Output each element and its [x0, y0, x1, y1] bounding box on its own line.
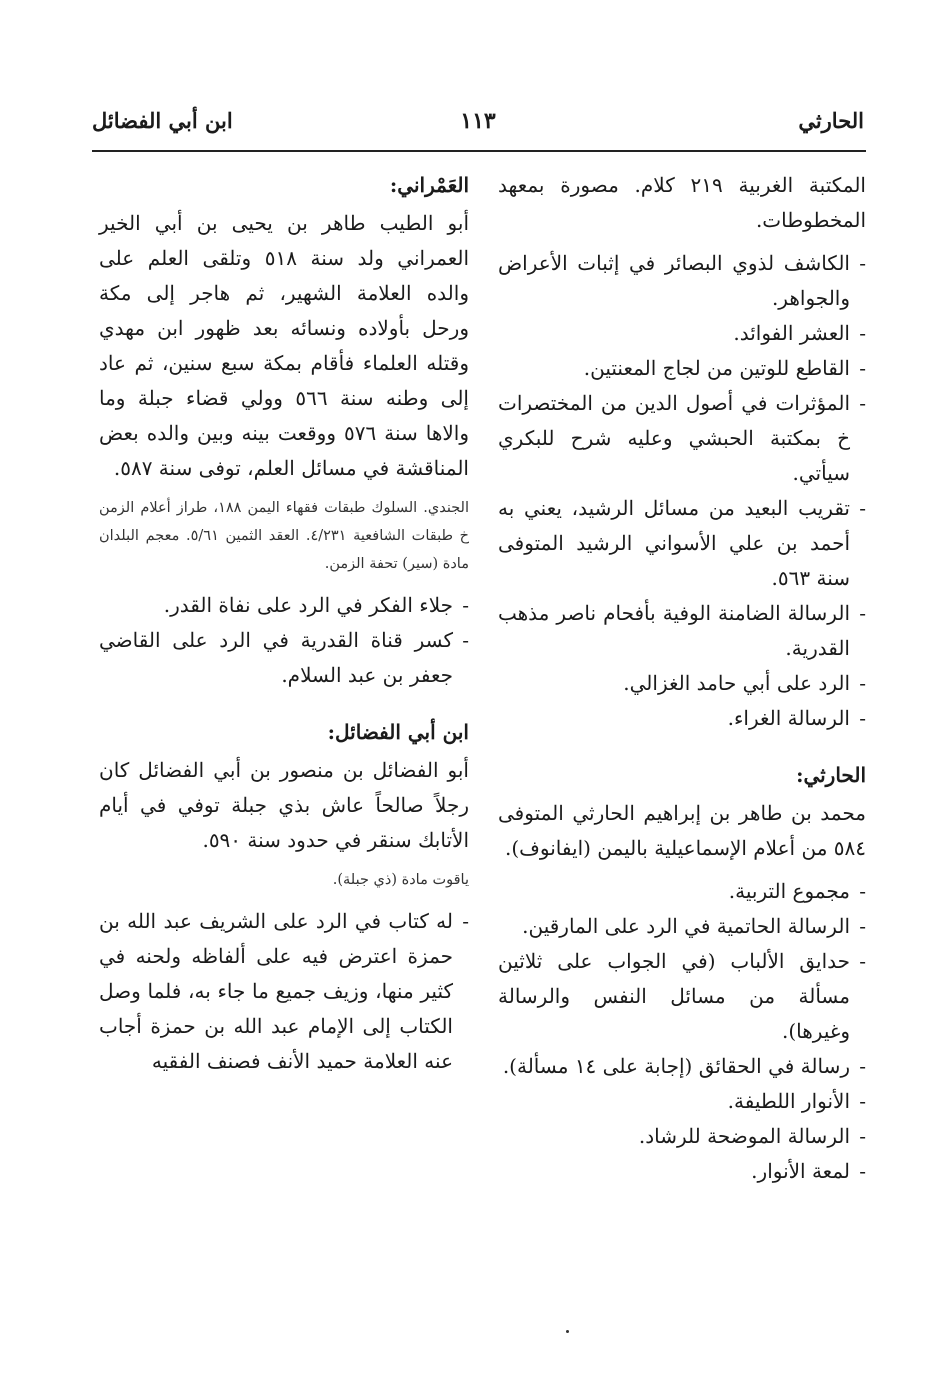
list-item: - القاطع للوتين من لجاج المعنتين.: [498, 351, 866, 386]
left-column: [99, 168, 469, 1087]
list-item: - الرسالة الموضحة للرشاد.: [498, 1119, 866, 1154]
list-item: - الأنوار اللطيفة.: [498, 1084, 866, 1119]
list-item: - العشر الفوائد.: [498, 316, 866, 351]
header-left-title: ابن أبي الفضائل: [92, 108, 233, 133]
list-item: - الرسالة الغراء.: [498, 701, 866, 736]
works-list-previous: [498, 246, 866, 736]
list-item: - له كتاب في الرد على الشريف عبد الله بن حمزة اعترض فيه على ألفاظه ولحنه في كثير منها، وزيف جميع ما جاء به، فلما وصل الكتاب إلى الإمام عبد الله بن حمزة أجاب عنه العلامة حميد الأنف فصنف الفقيه: [99, 904, 469, 1079]
list-item: - تقريب البعيد من مسائل الرشيد، يعني به أحمد بن علي الأسواني الرشيد المتوفى سنة ٥٦٣.: [498, 491, 866, 596]
list-item: - جلاء الفكر في الرد على نفاة القدر.: [99, 588, 469, 623]
scan-speck: [566, 1330, 569, 1333]
entry-heading-umrani: العَمْراني:: [389, 173, 469, 197]
list-item: - مجموع التربية.: [498, 874, 866, 909]
source-note-umrani: الجندي. السلوك طبقات فقهاء اليمن ١٨٨، طراز أعلام الزمن خ طبقات الشافعية ٤/٢٣١. العقد الثمين ٥/٦١. معجم البلدان مادة (سير) تحفة الزمن.: [99, 500, 470, 572]
works-list-fadail: [99, 904, 469, 1079]
header-right-title: الحارثي: [798, 108, 864, 133]
entry-bio-fadail: أبو الفضائل بن منصور بن أبي الفضائل كان رجلاً صالحاً عاش بذي جبلة توفي في أيام الأتابك سنقر في حدود سنة ٥٩٠.: [99, 758, 469, 852]
list-item: - لمعة الأنوار.: [498, 1154, 866, 1189]
list-item: - الرسالة الضامنة الوفية بأفحام ناصر مذهب القدرية.: [498, 596, 866, 666]
works-list-umrani: [99, 588, 469, 693]
works-list-harithi: [498, 874, 866, 1189]
continuation-text: المكتبة الغربية ٢١٩ كلام. مصورة بمعهد المخطوطات.: [498, 173, 866, 232]
list-item: - المؤثرات في أصول الدين من المختصرات خ بمكتبة الحبشي وعليه شرح للبكري سيأتي.: [498, 386, 866, 491]
list-item: - الرسالة الحاتمية في الرد على المارقين.: [498, 909, 866, 944]
entry-heading-fadail: ابن أبي الفضائل:: [327, 720, 469, 744]
list-item: - رسالة في الحقائق (إجابة على ١٤ مسألة).: [498, 1049, 866, 1084]
page-number: ١١٣: [460, 108, 496, 134]
entry-bio-harithi: محمد بن طاهر بن إبراهيم الحارثي المتوفى ٥٨٤ من أعلام الإسماعيلية باليمن (ايفانوف).: [498, 801, 866, 860]
entry-heading-harithi: الحارثي:: [796, 763, 866, 787]
entry-bio-umrani: أبو الطيب طاهر بن يحيى بن أبي الخير العمراني ولد سنة ٥١٨ وتلقى العلم على والده العلامة الشهير، ثم هاجر إلى مكة ورحل بأولاده ونسائه بعد ظهور ابن مهدي وقتله العلماء فأقام بمكة سبع سنين، ثم عاد إلى وطنه سنة ٥٦٦ وولي قضاء جبلة وما والاها سنة ٥٧٦ ووقعت بينه وبين والده بعض المناقشة في مسائل العلم، توفى سنة ٥٨٧.: [99, 211, 470, 480]
source-note-fadail: ياقوت مادة (ذي جبلة).: [332, 872, 469, 888]
list-item: - حدايق الألباب (في الجواب على ثلاثين مسألة من مسائل النفس والرسالة وغيرها).: [498, 944, 866, 1049]
list-item: - الرد على أبي حامد الغزالي.: [498, 666, 866, 701]
list-item: - الكاشف لذوي البصائر في إثبات الأعراض والجواهر.: [498, 246, 866, 316]
list-item: - كسر قناة القدرية في الرد على القاضي جعفر بن عبد السلام.: [99, 623, 469, 693]
right-column: [498, 168, 866, 1197]
running-header: [92, 108, 864, 144]
header-rule: [92, 150, 866, 152]
